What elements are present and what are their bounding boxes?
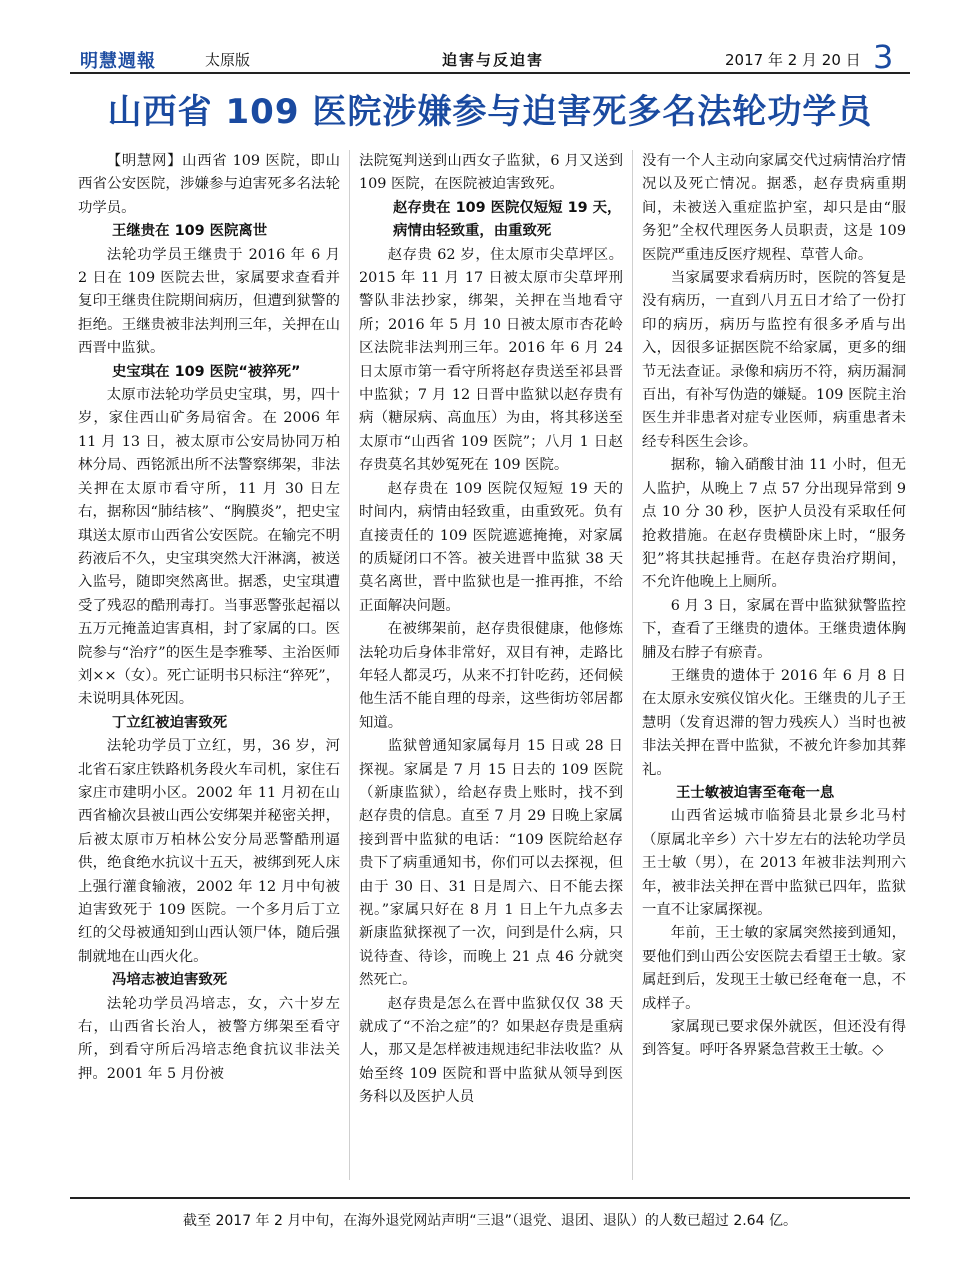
paragraph: 6 月 3 日，家属在晋中监狱狱警监控下，查看了王继贵的遗体。王继贵遗体胸脯及右脖子有瘀青。 (642, 597, 906, 661)
paragraph: 王继贵的遗体于 2016 年 6 月 8 日在太原永安殡仪馆火化。王继贵的儿子王慧明（发育迟滞的智力残疾人）当时也被非法关押在晋中监狱，不被允许参加其葬礼。 (642, 667, 906, 778)
subheading: 王士敏被迫害至奄奄一息 (676, 784, 835, 801)
masthead: 明慧週報 (80, 51, 156, 72)
subheading: 丁立红被迫害致死 (112, 714, 228, 731)
paragraph: 在被绑架前，赵存贵很健康，他修炼法轮功后身体非常好，双目有神，走路比年轻人都灵巧，从来不打针吃药，还伺候他生活不能自理的母亲，这些街坊邻居都知道。 (359, 621, 623, 731)
column-3 (642, 150, 906, 1063)
issue-date: 2017 年 2 月 20 日 (725, 51, 861, 69)
paragraph: 赵存贵是怎么在晋中监狱仅仅 38 天就成了“不治之症”的？如果赵存贵是重病人，那又是怎样被违规违纪非法收监？从始至终 109 医院和晋中监狱从领导到医务科以及医护人员 (359, 995, 623, 1106)
page-header (70, 38, 910, 76)
paragraph: 法院冤判送到山西女子监狱，6 月又送到 109 医院，在医院被迫害致死。 (359, 153, 623, 193)
paragraph: 赵存贵 62 岁，住太原市尖草坪区。2015 年 11 月 17 日被太原市尖草坪刑警队非法抄家，绑架，关押在当地看守所；2016 年 5 月 10 日被太原市杏花岭区法院非法判刑三年。2016 年 6 月 24 日太原市第一看守所将赵存贵送至祁县晋中监狱；7 月 12 日晋中监狱以赵存贵有病（糖尿病、高血压）为由，将其移送至太原市“山西省 109 医院”；八月 1 日赵存贵莫名其妙冤死在 109 医院。 (359, 246, 623, 474)
paragraph: 年前，王士敏的家属突然接到通知，要他们到山西公安医院去看望王士敏。家属赶到后，发现王士敏已经奄奄一息，不成样子。 (642, 925, 906, 1012)
paragraph: 法轮功学员丁立红，男，36 岁，河北省石家庄铁路机务段火车司机，家住石家庄市建明小区。2002 年 11 月初在山西省榆次县被山西公安绑架并秘密关押，后被太原市万柏林公安分局恶警酷刑逼供，绝食绝水抗议十五天，被绑到死人床上强行灌食输液，2002 年 12 月中旬被迫害致死于 109 医院。一个多月后丁立红的父母被通知到山西认领尸体，随后强制就地在山西火化。 (78, 738, 340, 965)
paragraph: 法轮功学员冯培志，女，六十岁左右，山西省长治人，被警方绑架至看守所，到看守所后冯培志绝食抗议非法关押。2001 年 5 月份被 (78, 995, 340, 1082)
paragraph: 山西省运城市临猗县北景乡北马村（原属北辛乡）六十岁左右的法轮功学员王士敏（男），在 2013 年被非法判刑六年，被非法关押在晋中监狱已四年，监狱一直不让家属探视。 (642, 808, 906, 918)
paragraph: 赵存贵在 109 医院仅短短 19 天的时间内，病情由轻致重，由重致死。负有直接责任的 109 医院遮遮掩掩，对家属的质疑闭口不答。被关进晋中监狱 38 天莫名离世，晋中监狱也是一推再推，不给正面解决问题。 (359, 480, 623, 614)
subheading: 赵存贵在 109 医院仅短短 19 天，病情由轻致重，由重致死 (393, 199, 622, 240)
column-1 (78, 150, 340, 1086)
intro-paragraph: 【明慧网】山西省 109 医院，即山西省公安医院，涉嫌参与迫害死多名法轮功学员。 (78, 153, 340, 216)
footer-note: 截至 2017 年 2 月中旬，在海外退党网站声明“三退”（退党、退团、退队）的人数已超过 2.64 亿。 (183, 1213, 797, 1229)
column-divider (349, 150, 350, 1180)
edition-label: 太原版 (205, 51, 251, 69)
paragraph: 监狱曾通知家属每月 15 日或 28 日探视。家属是 7 月 15 日去的 109 医院（新康监狱），给赵存贵上账时，找不到赵存贵的信息。直至 7 月 29 日晚上家属接到晋中监狱的电话：“109 医院给赵存贵下了病重通知书，你们可以去探视，但由于 30 日、31 日是周六、日不能去探视。”家属只好在 8 月 1 日上午九点多去新康监狱探视了一次，问到是什么病，只说待查、待诊，而晚上 21 点 46 分就突然死亡。 (359, 738, 623, 989)
paragraph: 据称，输入硝酸甘油 11 小时，但无人监护，从晚上 7 点 57 分出现异常到 9 点 10 分 30 秒，医护人员没有采取任何抢救措施。在赵存贵横卧床上时，“服务犯”将其扶起捶背。在赵存贵治疗期间，不允许他晚上上厕所。 (642, 457, 906, 591)
subheading: 史宝琪在 109 医院“被猝死” (112, 363, 301, 380)
paragraph: 没有一个人主动向家属交代过病情治疗情况以及死亡情况。据悉，赵存贵病重期间，未被送入重症监护室，却只是由“服务犯”全权代理医务人员职责，这是 109 医院严重违反医疗规程、草菅人命。 (642, 153, 906, 263)
paragraph: 家属现已要求保外就医，但还没有得到答复。呼吁各界紧急营救王士敏。◇ (642, 1019, 906, 1059)
column-2 (359, 150, 623, 1110)
header-rule (70, 72, 910, 74)
column-divider (632, 150, 633, 1180)
article-title: 山西省 109 医院涉嫌参与迫害死多名法轮功学员 (107, 92, 873, 132)
paragraph: 法轮功学员王继贵于 2016 年 6 月 2 日在 109 医院去世，家属要求查看并复印王继贵住院期间病历，但遭到狱警的拒绝。王继贵被非法判刑三年，关押在山西晋中监狱。 (78, 246, 340, 357)
subheading: 冯培志被迫害致死 (112, 972, 228, 989)
paragraph: 太原市法轮功学员史宝琪，男，四十岁，家住西山矿务局宿舍。在 2006 年 11 月 13 日，被太原市公安局协同万柏林分局、西铭派出所不法警察绑架，非法关押在太原市看守所，11 月 30 日左右，据称因“肺结核”、“胸膜炎”，把史宝琪送太原市山西省公安医院。在输完不明药液后不久，史宝琪突然大汗淋漓，被送入监号，随即突然离世。据悉，史宝琪遭受了残忍的酷刑毒打。当事恶警张起福以五万元掩盖迫害真相，封了家属的口。医院参与“治疗”的医生是李雅琴、主治医师刘××（女）。死亡证明书只标注“猝死”，未说明具体死因。 (78, 387, 340, 708)
section-label: 迫害与反迫害 (442, 51, 545, 69)
footer-rule (70, 1197, 910, 1199)
subheading: 王继贵在 109 医院离世 (112, 223, 268, 240)
page-number: 3 (873, 38, 894, 76)
paragraph: 当家属要求看病历时，医院的答复是没有病历，一直到八月五日才给了一份打印的病历，病历与监控有很多矛盾与出入，因很多证据医院不给家属，更多的细节无法查证。录像和病历不符，病历漏洞百出，有补写伪造的嫌疑。109 医院主治医生并非患者对症专业医师，病重患者未经专科医生会诊。 (642, 270, 906, 450)
